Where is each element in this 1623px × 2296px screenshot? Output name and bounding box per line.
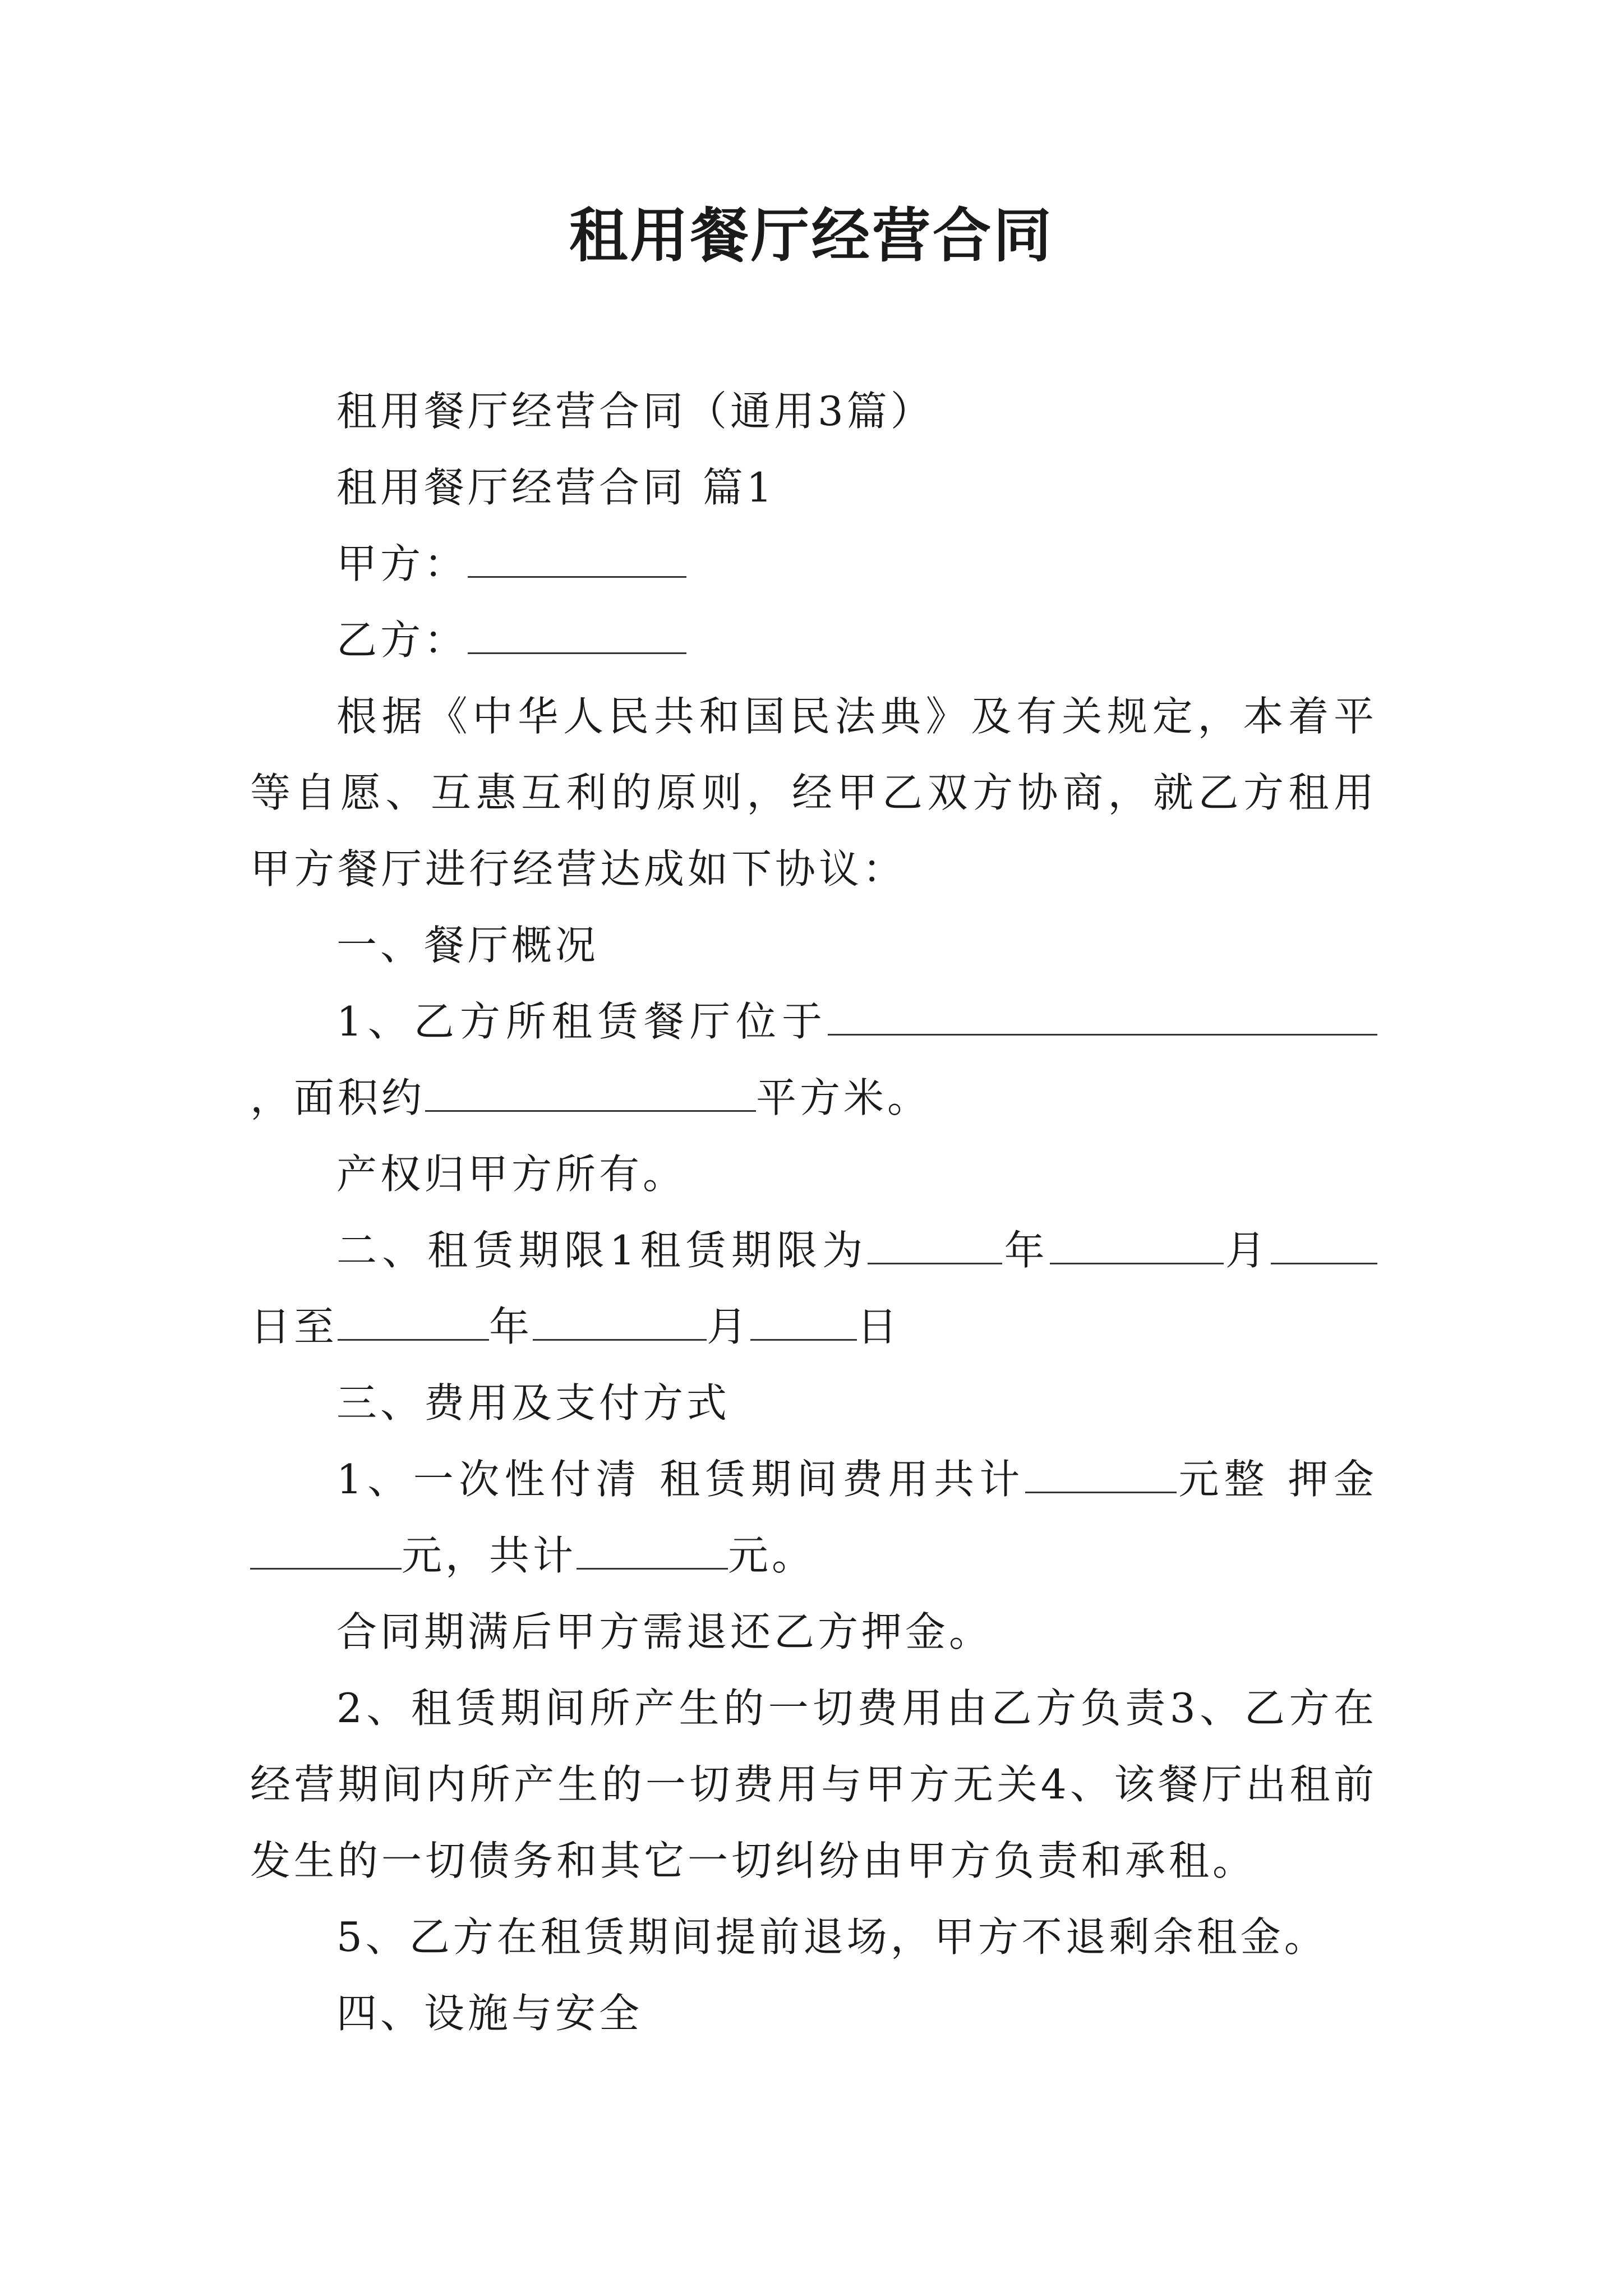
location-blank xyxy=(828,1000,1377,1036)
grand-total-blank xyxy=(577,1534,728,1570)
end-day-blank xyxy=(750,1305,857,1341)
clause-text: 5、乙方在租赁期间提前退场，甲方不退剩余租金。 xyxy=(336,1913,1328,1961)
clause-text: 平方米。 xyxy=(756,1074,932,1121)
intro-text: 根据《中华人民共和国民法典》及有关规定，本着平等自愿、互惠互利的原则，经甲乙双方协商，就乙方租用甲方餐厅进行经营达成如下协议： xyxy=(250,693,1377,892)
start-month-blank xyxy=(1050,1229,1224,1264)
property-right-line xyxy=(250,1136,1377,1212)
month-label: 月 xyxy=(1223,1227,1271,1274)
early-exit-line xyxy=(250,1899,1377,1975)
deposit-blank xyxy=(250,1534,402,1570)
clause-text: 二、租赁期限1租赁期限为 xyxy=(336,1227,868,1274)
subtitle-text: 租用餐厅经营合同（通用3篇） xyxy=(336,388,934,435)
total-fee-blank xyxy=(1025,1458,1177,1493)
clause-text: ，面积约 xyxy=(250,1074,426,1121)
end-month-blank xyxy=(533,1305,707,1341)
clause-text: 合同期满后甲方需退还乙方押金。 xyxy=(336,1608,993,1655)
party-a-line xyxy=(250,526,1377,602)
deposit-refund-line xyxy=(250,1594,1377,1670)
clause-text: 2、租赁期间所产生的一切费用由乙方负责3、乙方在经营期间内所产生的一切费用与甲方无关4、该餐厅出租前发生的一切债务和其它一切纠纷由甲方负责和承租。 xyxy=(250,1685,1377,1884)
heading-text: 三、费用及支付方式 xyxy=(336,1379,731,1427)
section-heading-text: 租用餐厅经营合同 篇1 xyxy=(336,464,776,511)
expenses-paragraph xyxy=(250,1670,1377,1899)
clause-text: 产权归甲方所有。 xyxy=(336,1151,687,1198)
day-label: 日 xyxy=(857,1303,901,1350)
heading-restaurant-overview xyxy=(250,907,1377,983)
end-year-blank xyxy=(338,1305,489,1341)
payment-paragraph xyxy=(250,1441,1377,1594)
lease-term-paragraph xyxy=(250,1212,1377,1365)
heading-text: 一、餐厅概况 xyxy=(336,922,600,969)
section-heading-line xyxy=(250,449,1377,526)
document-title: 租用餐厅经营合同 xyxy=(569,201,1054,270)
clause-text: 1、乙方所租赁餐厅位于 xyxy=(336,998,828,1045)
party-b-line xyxy=(250,602,1377,678)
party-b-label: 乙方： xyxy=(336,616,468,664)
intro-paragraph xyxy=(250,678,1377,907)
heading-fees-payment xyxy=(250,1365,1377,1441)
year-label: 年 xyxy=(489,1303,533,1350)
clause-text: 1、一次性付清 租赁期间费用共计 xyxy=(336,1456,1025,1503)
clause-text: 元整 押金 xyxy=(1176,1456,1378,1503)
clause-text: 元。 xyxy=(728,1532,816,1579)
start-day-blank xyxy=(1271,1229,1377,1264)
party-a-blank xyxy=(468,542,686,578)
subtitle-line xyxy=(250,373,1377,449)
clause-text: 元，共计 xyxy=(402,1532,577,1579)
year-label: 年 xyxy=(1002,1227,1050,1274)
document-body xyxy=(250,373,1377,2051)
start-year-blank xyxy=(868,1229,1002,1264)
party-b-blank xyxy=(468,619,686,654)
party-a-label: 甲方： xyxy=(336,540,468,587)
heading-facilities-safety xyxy=(250,1975,1377,2051)
heading-text: 四、设施与安全 xyxy=(336,1990,643,2037)
clause-location-paragraph xyxy=(250,983,1377,1136)
area-blank xyxy=(425,1076,756,1112)
day-to-label: 日至 xyxy=(250,1303,338,1350)
month-label: 月 xyxy=(707,1303,751,1350)
